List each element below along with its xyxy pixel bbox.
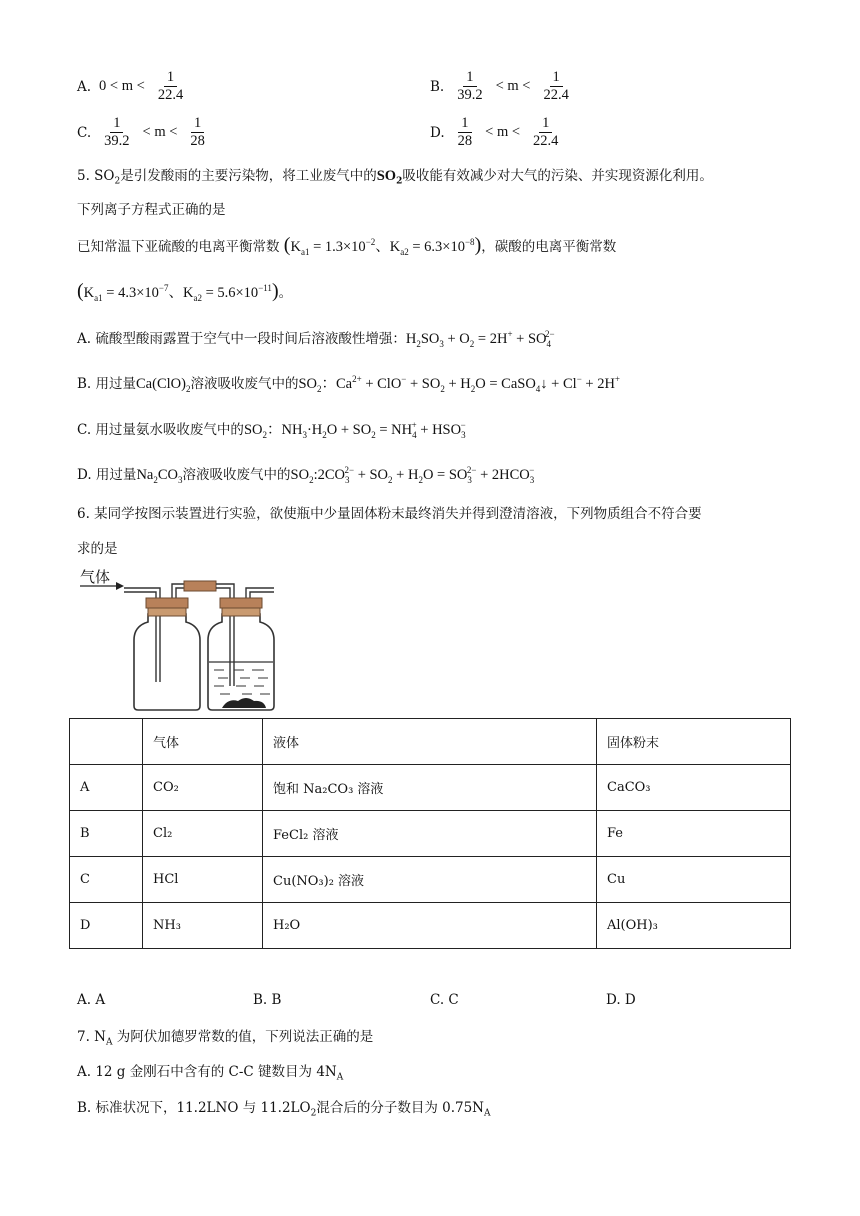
q5-stem-line2: 下列离子方程式正确的是 [77,202,226,218]
table-cell: Al(OH)₃ [597,903,791,949]
fraction: $\frac{1}{22.4}$ [533,115,559,150]
table-cell: H₂O [263,903,597,949]
table-cell: B [70,811,143,857]
q5-option-a: A. 硫酸型酸雨露置于空气中一段时间后溶液酸性增强：$H_2SO_3 + O_2 = 2H^+ + SO_4^{2-}$ [77,329,555,349]
q7-option-a: A. 12 g 金刚石中含有的 C-C 键数目为 $4N_A$ [77,1064,344,1083]
table-row [70,903,791,949]
table-cell: D [70,903,143,949]
table-header-cell: 固体粉末 [597,719,791,765]
q7-stem: 7. $N_A$ 为阿伏加德罗常数的值，下列说法正确的是 [77,1029,374,1048]
table-header-cell [70,719,143,765]
table-cell: FeCl₂ 溶液 [263,811,597,857]
q6-answer-c: C. C [430,992,459,1008]
q4-option-b: B. $\frac{1}{39.2}$ < m < $\frac{1}{22.4}$ [430,70,574,103]
q5-known-line2: ($K_{a1} = 4.3\times 10^{-7}$、$K_{a2} = 5.6\times 10^{-11}$)。 [77,280,293,303]
fraction: $\frac{1}{39.2}$ [104,115,130,150]
table-cell: HCl [143,857,263,903]
table-cell: CO₂ [143,765,263,811]
table-header-row [70,719,791,765]
fraction: $\frac{1}{22.4}$ [157,69,184,104]
q7-option-b: B. 标准状况下，11.2LNO 与 $11.2LO_2$混合后的分子数目为 $0.75N_A$ [77,1100,491,1119]
table-cell: Cu(NO₃)₂ 溶液 [263,857,597,903]
q4-option-a: A. 0 < m < $\frac{1}{22.4}$ [77,70,188,103]
table-cell: Cl₂ [143,811,263,857]
table-cell: CaCO₃ [597,765,791,811]
q6-answer-d: D. D [606,992,636,1008]
q4-option-d: D. $\frac{1}{28}$ < m < $\frac{1}{22.4}$ [430,116,563,149]
fraction: $\frac{1}{39.2}$ [457,69,483,104]
table-header-cell: 气体 [143,719,263,765]
table-cell: A [70,765,143,811]
table-cell: C [70,857,143,903]
fraction: $\frac{1}{28}$ [190,115,205,150]
apparatus-diagram [76,560,296,715]
table-cell: Cu [597,857,791,903]
fraction: $\frac{1}{28}$ [457,115,473,150]
q5-option-c: C. 用过量氨水吸收废气中的$SO_2$：$NH_3\cdot H_2O + SO_2 = NH_4^+ + HSO_3^-$ [77,420,466,440]
table-row [70,857,791,903]
q4-option-c: C. $\frac{1}{39.2}$ < m < $\frac{1}{28}$ [77,116,210,149]
q6-answer-b: B. B [253,992,282,1008]
table-cell: 饱和 Na₂CO₃ 溶液 [263,765,597,811]
q5-option-d: D. 用过量$Na_2CO_3$溶液吸收废气中的$SO_2:2CO_3^{2-} + SO_2 + H_2O = SO_3^{2-} + 2HCO_3^-$ [77,465,535,485]
table-row [70,765,791,811]
q6-table [69,718,791,949]
table-cell: Fe [597,811,791,857]
q5-stem-line1: 5. $SO_2$是引发酸雨的主要污染物，将工业废气中的$SO_2$吸收能有效减少对大气的污染、并实现资源化利用。 [77,168,713,187]
q5-option-b: B. 用过量$Ca(ClO)_2$溶液吸收废气中的$SO_2$：$Ca^{2+} + ClO^- + SO_2 + H_2O$ = CaSO$_4$↓ + Cl− + 2H+ [77,374,620,394]
q6-stem-line1: 6. 某同学按图示装置进行实验，欲使瓶中少量固体粉末最终消失并得到澄清溶液，下列物质组合不符合要 [77,506,702,522]
q6-answer-a: A. A [77,992,106,1008]
fraction: $\frac{1}{22.4}$ [543,69,569,104]
q5-known-line1: 已知常温下亚硫酸的电离平衡常数 ($K_{a1} = 1.3\times 10^{-2}$、$K_{a2} = 6.3\times 10^{-8}$)，碳酸的电离平衡常数 [77,234,617,257]
gas-label: 气体 [80,568,111,586]
q6-stem-line2: 求的是 [77,541,118,557]
table-row [70,811,791,857]
table-header-cell: 液体 [263,719,597,765]
table-cell: NH₃ [143,903,263,949]
